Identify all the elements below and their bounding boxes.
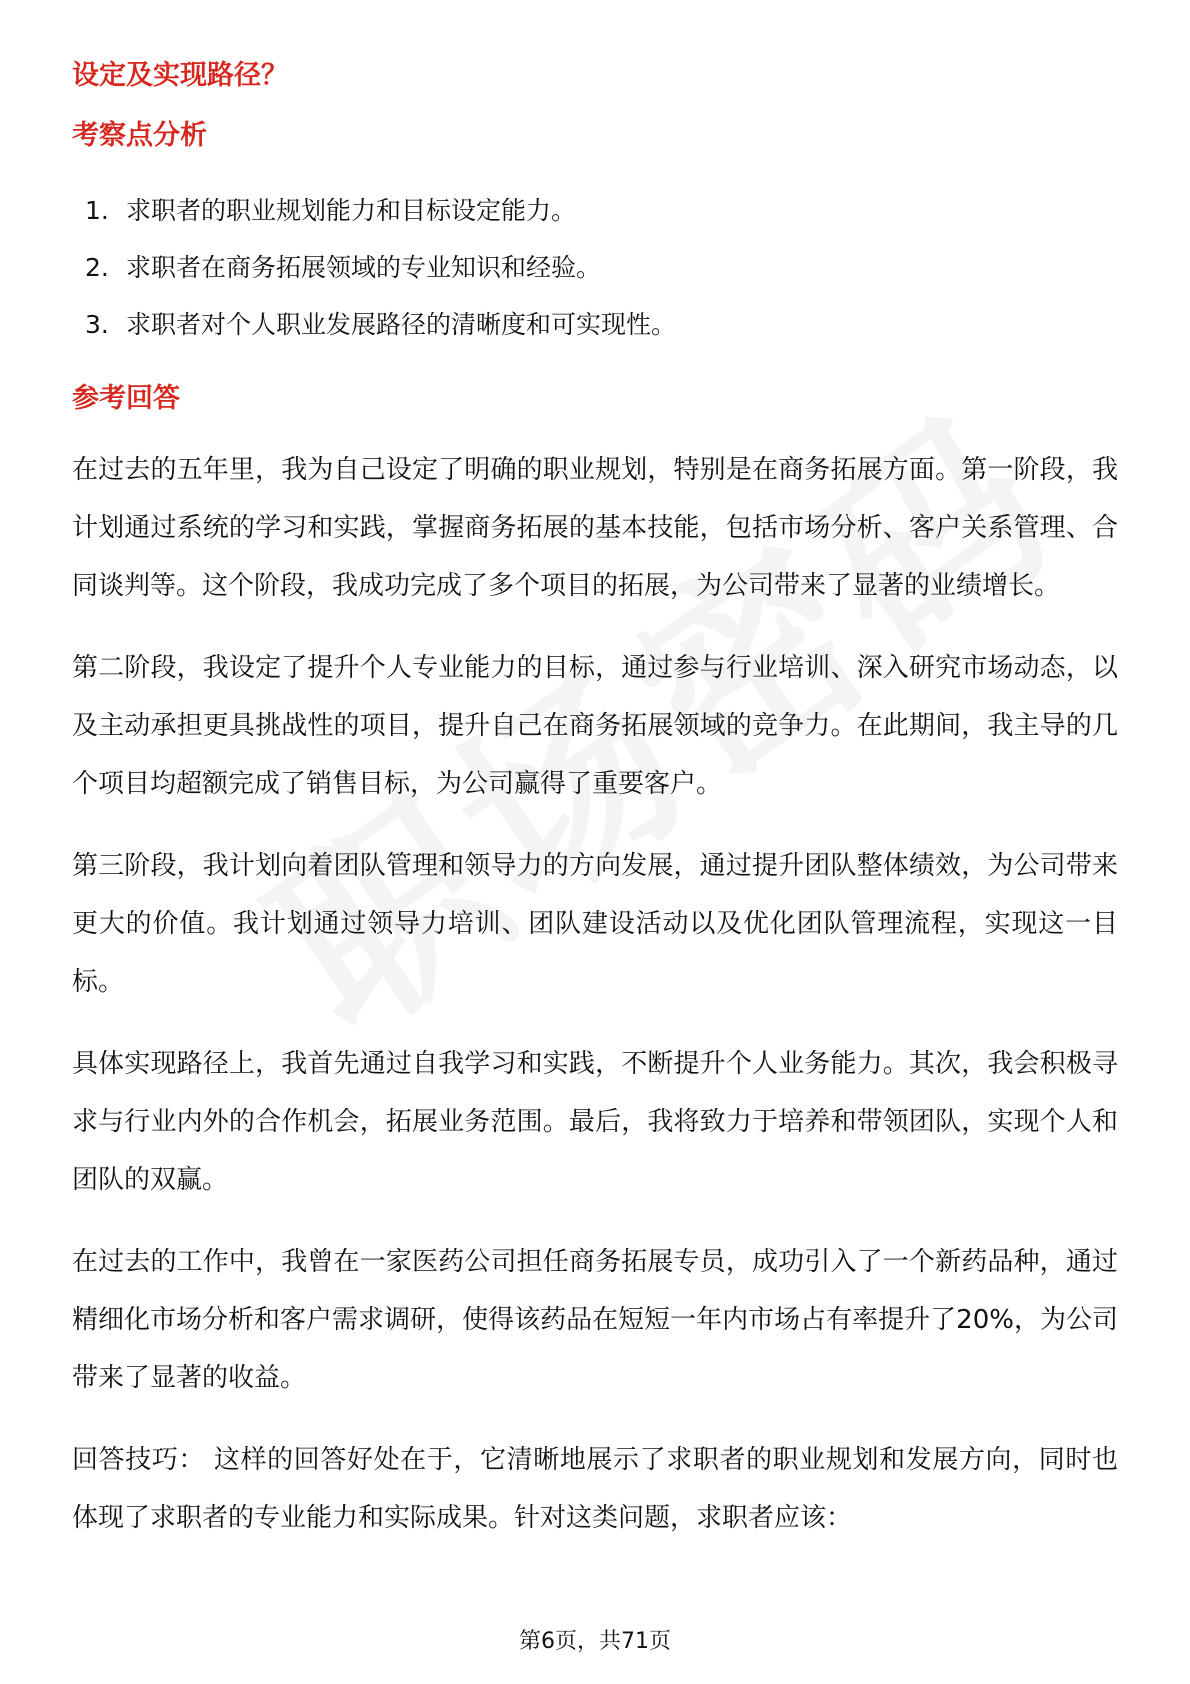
continued-question-title: 设定及实现路径？ [72,60,288,91]
answer-paragraph: 具体实现路径上，我首先通过自我学习和实践，不断提升个人业务能力。其次，我会积极寻求与行业内外的合作机会，拓展业务范围。最后，我将致力于培养和带领团队，实现个人和团队的双赢。 [72,1049,1118,1195]
list-item-number: 1. [85,196,109,225]
answer-paragraph: 第三阶段，我计划向着团队管理和领导力的方向发展，通过提升团队整体绩效，为公司带来更大的价值。我计划通过领导力培训、团队建设活动以及优化团队管理流程，实现这一目标。 [72,851,1118,997]
list-item-number: 3. [85,310,109,339]
answer-paragraph: 第二阶段，我设定了提升个人专业能力的目标，通过参与行业培训、深入研究市场动态，以及主动承担更具挑战性的项目，提升自己在商务拓展领域的竞争力。在此期间，我主导的几个项目均超额完成了销售目标，为公司赢得了重要客户。 [72,653,1118,799]
list-item-text: 求职者在商务拓展领域的专业知识和经验。 [126,253,602,282]
list-item-number: 2. [85,253,109,282]
list-item [72,239,1118,296]
reference-answer-heading: 参考回答 [72,383,180,414]
list-item-text: 求职者对个人职业发展路径的清晰度和可实现性。 [126,310,677,339]
page-number-footer: 第6页，共71页 [519,1629,671,1654]
answer-paragraph: 在过去的工作中，我曾在一家医药公司担任商务拓展专员，成功引入了一个新药品种，通过精细化市场分析和客户需求调研，使得该药品在短短一年内市场占有率提升了20%，为公司带来了显著的收益。 [72,1247,1118,1393]
answer-tips-paragraph: 回答技巧： 这样的回答好处在于，它清晰地展示了求职者的职业规划和发展方向，同时也体现了求职者的专业能力和实际成果。针对这类问题，求职者应该： [72,1445,1118,1533]
list-item [72,182,1118,239]
analysis-points-list [72,182,1118,353]
list-item [72,296,1118,353]
answer-paragraph: 在过去的五年里，我为自己设定了明确的职业规划，特别是在商务拓展方面。第一阶段，我计划通过系统的学习和实践，掌握商务拓展的基本技能，包括市场分析、客户关系管理、合同谈判等。这个阶段，我成功完成了多个项目的拓展，为公司带来了显著的业绩增长。 [72,455,1118,601]
analysis-heading: 考察点分析 [72,120,207,151]
page-content [72,56,1118,1547]
list-item-text: 求职者的职业规划能力和目标设定能力。 [126,196,577,225]
